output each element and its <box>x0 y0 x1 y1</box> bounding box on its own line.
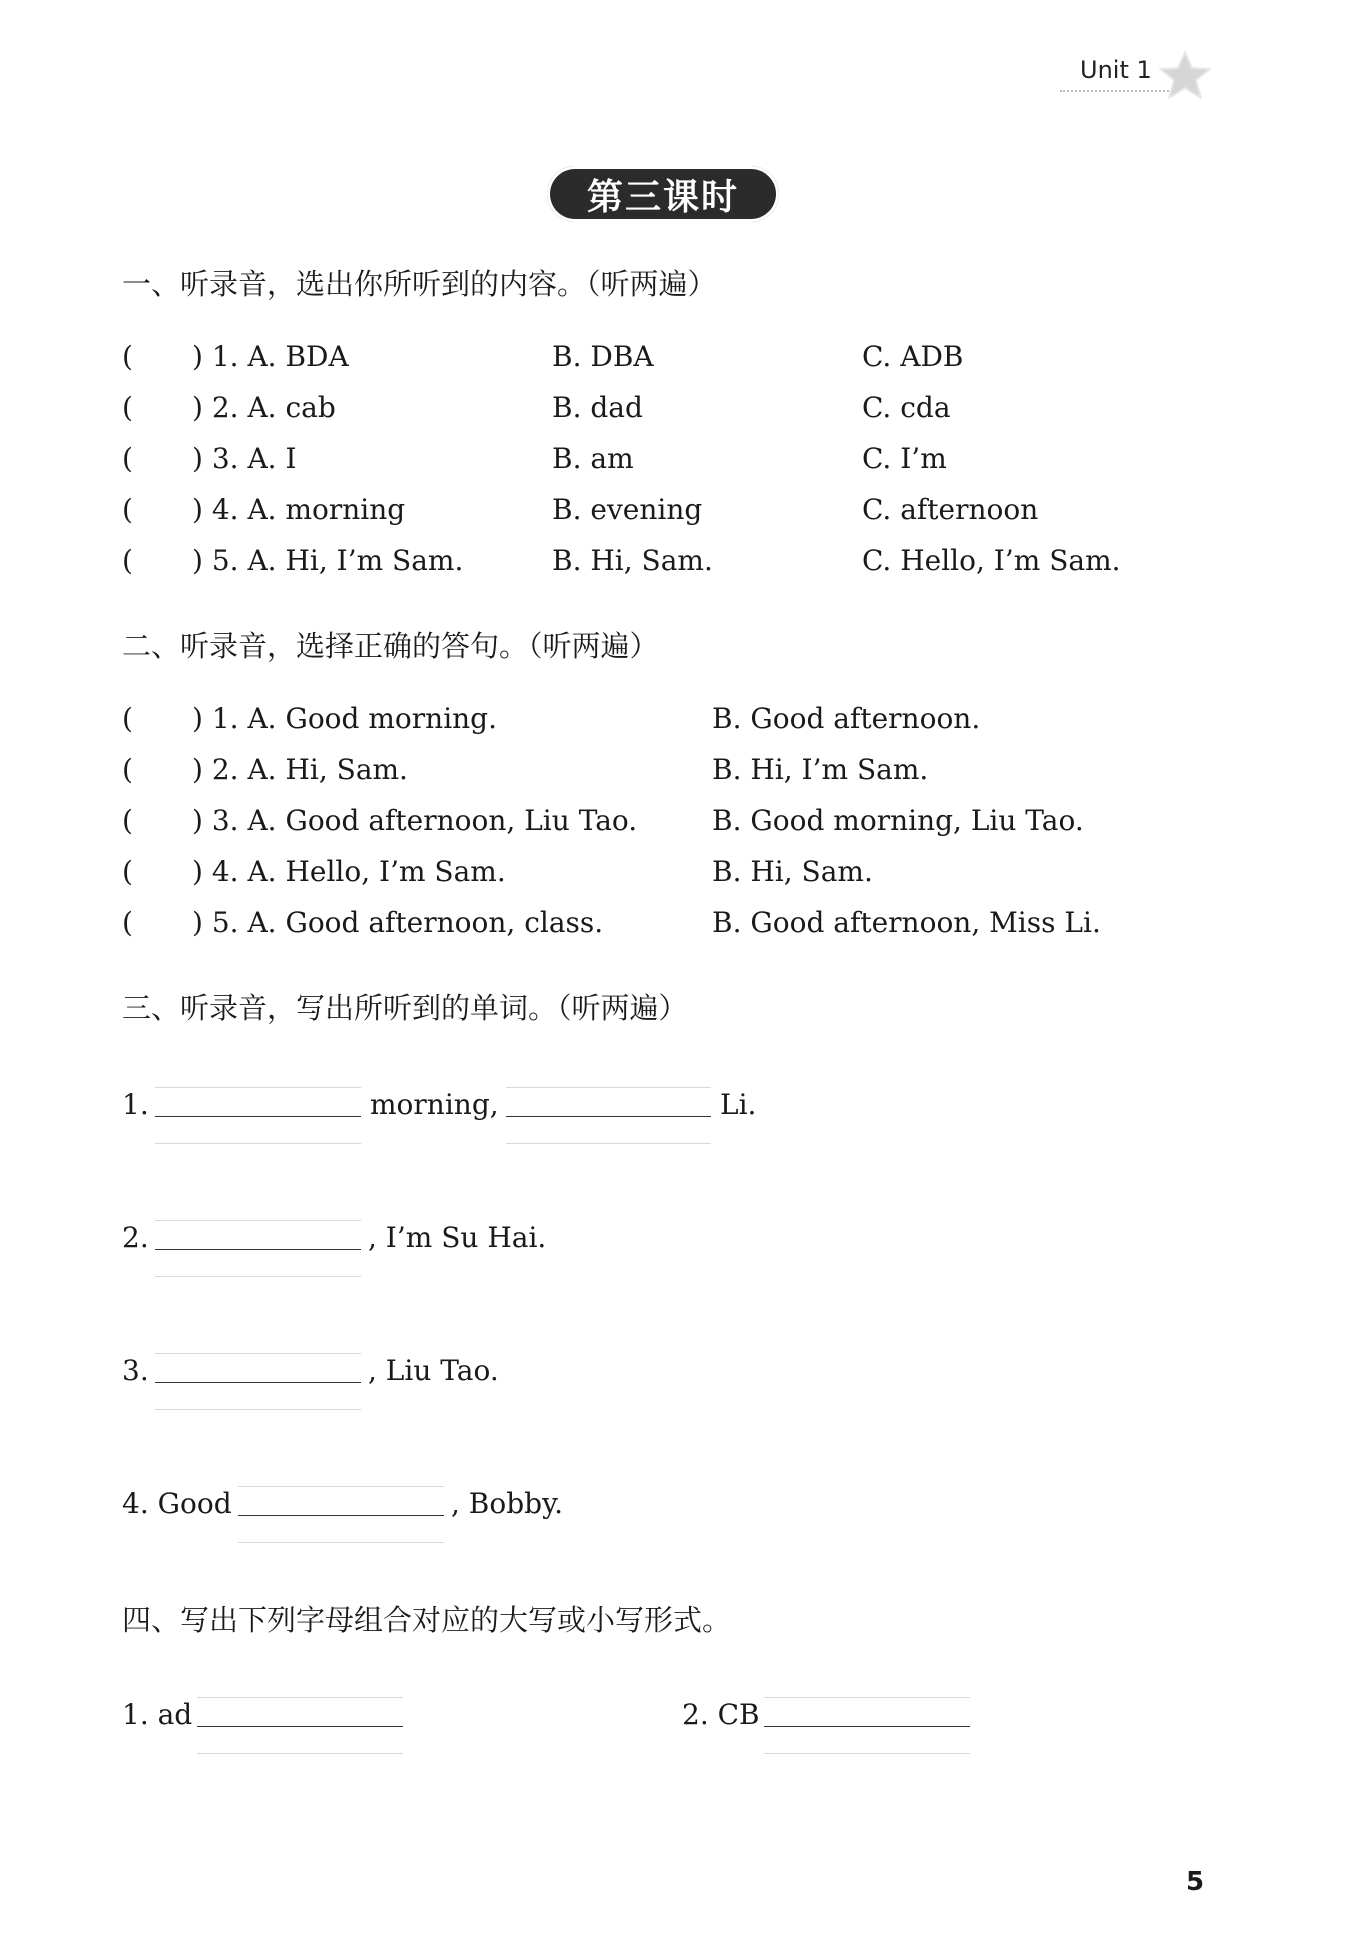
question-option-b: B. Good afternoon, Miss Li. <box>712 906 1101 939</box>
section-3-q4-number: 4. Good <box>122 1487 232 1520</box>
question-option-a: ) 5. A. Good afternoon, class. <box>192 906 604 939</box>
section-3-q1-text: morning, <box>370 1088 499 1121</box>
section-4-q1-text: 1. ad <box>122 1698 193 1731</box>
question-option-c: C. cda <box>862 391 951 424</box>
question-option-b: B. Hi, Sam. <box>712 855 873 888</box>
unit-label: Unit 1 <box>1080 56 1152 84</box>
write-in-line[interactable] <box>155 1249 361 1250</box>
star-icon <box>1158 50 1212 100</box>
question-option-a: ) 4. A. morning <box>192 493 406 526</box>
answer-bracket: ( <box>122 702 133 735</box>
unit-header <box>1060 52 1220 96</box>
question-option-b: B. Hi, Sam. <box>552 544 713 577</box>
section-3-q3-suffix: , Liu Tao. <box>368 1354 499 1387</box>
page-number: 5 <box>1186 1867 1205 1897</box>
section-2-heading: 二、听录音，选择正确的答句。（听两遍） <box>122 629 659 663</box>
answer-bracket: ( <box>122 855 133 888</box>
answer-bracket: ( <box>122 493 133 526</box>
write-in-line[interactable] <box>155 1116 361 1117</box>
question-option-a: ) 4. A. Hello, I’m Sam. <box>192 855 506 888</box>
write-in-line[interactable] <box>197 1726 403 1727</box>
section-3-q1-number: 1. <box>122 1088 149 1121</box>
section-3-q4-suffix: , Bobby. <box>451 1487 564 1520</box>
lesson-title: 第三课时 <box>547 166 779 222</box>
question-option-a: ) 2. A. cab <box>192 391 336 424</box>
question-option-b: B. Good morning, Liu Tao. <box>712 804 1084 837</box>
section-3-heading: 三、听录音，写出所听到的单词。（听两遍） <box>122 991 688 1025</box>
answer-bracket: ( <box>122 753 133 786</box>
section-4-q2-text: 2. CB <box>682 1698 760 1731</box>
question-option-b: B. evening <box>552 493 703 526</box>
question-option-c: C. ADB <box>862 340 964 373</box>
section-1-heading: 一、听录音，选出你所听到的内容。（听两遍） <box>122 267 717 301</box>
write-in-line[interactable] <box>506 1116 711 1117</box>
answer-bracket: ( <box>122 544 133 577</box>
question-option-b: B. DBA <box>552 340 654 373</box>
answer-bracket: ( <box>122 906 133 939</box>
question-option-a: ) 1. A. BDA <box>192 340 349 373</box>
answer-bracket: ( <box>122 442 133 475</box>
section-3-q3-number: 3. <box>122 1354 149 1387</box>
answer-bracket: ( <box>122 804 133 837</box>
question-option-a: ) 1. A. Good morning. <box>192 702 498 735</box>
section-3-q1-suffix: Li. <box>720 1088 757 1121</box>
question-option-b: B. dad <box>552 391 643 424</box>
question-option-c: C. I’m <box>862 442 947 475</box>
write-in-line[interactable] <box>764 1726 970 1727</box>
write-in-line[interactable] <box>238 1515 444 1516</box>
question-option-a: ) 3. A. I <box>192 442 297 475</box>
question-option-a: ) 5. A. Hi, I’m Sam. <box>192 544 464 577</box>
question-option-b: B. Good afternoon. <box>712 702 981 735</box>
question-option-c: C. Hello, I’m Sam. <box>862 544 1121 577</box>
answer-bracket: ( <box>122 391 133 424</box>
write-in-line[interactable] <box>155 1382 361 1383</box>
question-option-b: B. Hi, I’m Sam. <box>712 753 929 786</box>
section-3-q2-suffix: , I’m Su Hai. <box>368 1221 547 1254</box>
section-4-heading: 四、写出下列字母组合对应的大写或小写形式。 <box>122 1603 732 1637</box>
question-option-a: ) 3. A. Good afternoon, Liu Tao. <box>192 804 638 837</box>
answer-bracket: ( <box>122 340 133 373</box>
question-option-c: C. afternoon <box>862 493 1039 526</box>
section-3-q2-number: 2. <box>122 1221 149 1254</box>
question-option-a: ) 2. A. Hi, Sam. <box>192 753 408 786</box>
question-option-b: B. am <box>552 442 634 475</box>
